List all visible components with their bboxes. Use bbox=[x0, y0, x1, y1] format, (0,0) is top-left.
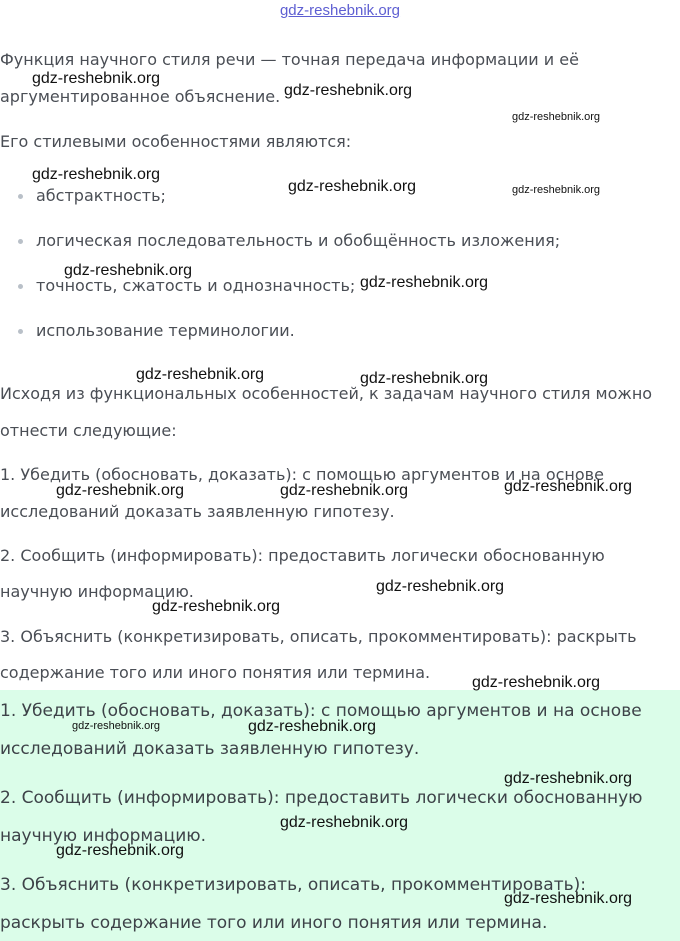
list-item-text: использование терминологии. bbox=[36, 321, 295, 340]
task-1-line-2: исследований доказать заявленную гипотезу. bbox=[0, 502, 395, 521]
watermark: gdz-reshebnik.org bbox=[288, 178, 417, 195]
list-item-text: логическая последовательность и обобщённость изложения; bbox=[36, 231, 561, 250]
watermark: gdz-reshebnik.org bbox=[504, 770, 633, 787]
watermark: gdz-reshebnik.org bbox=[512, 184, 601, 196]
watermark: gdz-reshebnik.org bbox=[32, 166, 161, 183]
watermark: gdz-reshebnik.org bbox=[376, 578, 505, 595]
task-3-line-1: 3. Объяснить (конкретизировать, описать, прокомментировать): раскрыть bbox=[0, 627, 637, 646]
task-2-line-2: научную информацию. bbox=[0, 582, 194, 601]
watermark: gdz-reshebnik.org bbox=[512, 111, 601, 123]
bullet-icon bbox=[18, 239, 23, 244]
watermark: gdz-reshebnik.org bbox=[152, 598, 281, 615]
bullet-icon bbox=[18, 194, 23, 199]
watermark: gdz-reshebnik.org bbox=[56, 482, 185, 499]
watermark: gdz-reshebnik.org bbox=[360, 370, 489, 387]
watermark: gdz-reshebnik.org bbox=[136, 366, 265, 383]
answer-2-line-1: 2. Сообщить (информировать): предоставить логически обоснованную bbox=[0, 788, 643, 808]
watermark: gdz-reshebnik.org bbox=[504, 478, 633, 495]
list-item-text: точность, сжатость и однозначность; bbox=[36, 276, 356, 295]
watermark: gdz-reshebnik.org bbox=[72, 720, 161, 732]
answer-1-line-1: 1. Убедить (обосновать, доказать): с помощью аргументов и на основе bbox=[0, 701, 642, 721]
intro-line-2: аргументированное объяснение. bbox=[0, 87, 281, 106]
watermark: gdz-reshebnik.org bbox=[280, 814, 409, 831]
bullet-icon bbox=[18, 284, 23, 289]
bullet-icon bbox=[18, 329, 23, 334]
task-1-line-1: 1. Убедить (обосновать, доказать): с помощью аргументов и на основе bbox=[0, 465, 604, 484]
task-2-line-1: 2. Сообщить (информировать): предоставить логически обоснованную bbox=[0, 546, 605, 565]
tasks-heading-line-2: отнести следующие: bbox=[0, 421, 177, 440]
answer-2-line-2: научную информацию. bbox=[0, 826, 206, 846]
answer-1-line-2: исследований доказать заявленную гипотезу. bbox=[0, 739, 420, 759]
watermark: gdz-reshebnik.org bbox=[472, 674, 601, 691]
tasks-heading-line-1: Исходя из функциональных особенностей, к задачам научного стиля можно bbox=[0, 384, 653, 403]
answer-box bbox=[0, 690, 680, 941]
watermark: gdz-reshebnik.org bbox=[280, 482, 409, 499]
answer-3-line-1: 3. Объяснить (конкретизировать, описать, прокомментировать): bbox=[0, 875, 587, 895]
watermark: gdz-reshebnik.org bbox=[504, 890, 633, 907]
watermark: gdz-reshebnik.org bbox=[248, 718, 377, 735]
answer-3-line-2: раскрыть содержание того или иного понятия или термина. bbox=[0, 913, 548, 933]
watermark: gdz-reshebnik.org bbox=[360, 274, 489, 291]
intro-line-1: Функция научного стиля речи — точная передача информации и её bbox=[0, 50, 579, 69]
watermark: gdz-reshebnik.org bbox=[284, 82, 413, 99]
task-3-line-2: содержание того или иного понятия или термина. bbox=[0, 663, 431, 682]
site-link[interactable]: gdz-reshebnik.org bbox=[279, 2, 401, 19]
features-heading: Его стилевыми особенностями являются: bbox=[0, 132, 352, 151]
list-item-text: абстрактность; bbox=[36, 186, 166, 205]
watermark: gdz-reshebnik.org bbox=[32, 70, 161, 87]
watermark: gdz-reshebnik.org bbox=[64, 262, 193, 279]
watermark: gdz-reshebnik.org bbox=[56, 842, 185, 859]
